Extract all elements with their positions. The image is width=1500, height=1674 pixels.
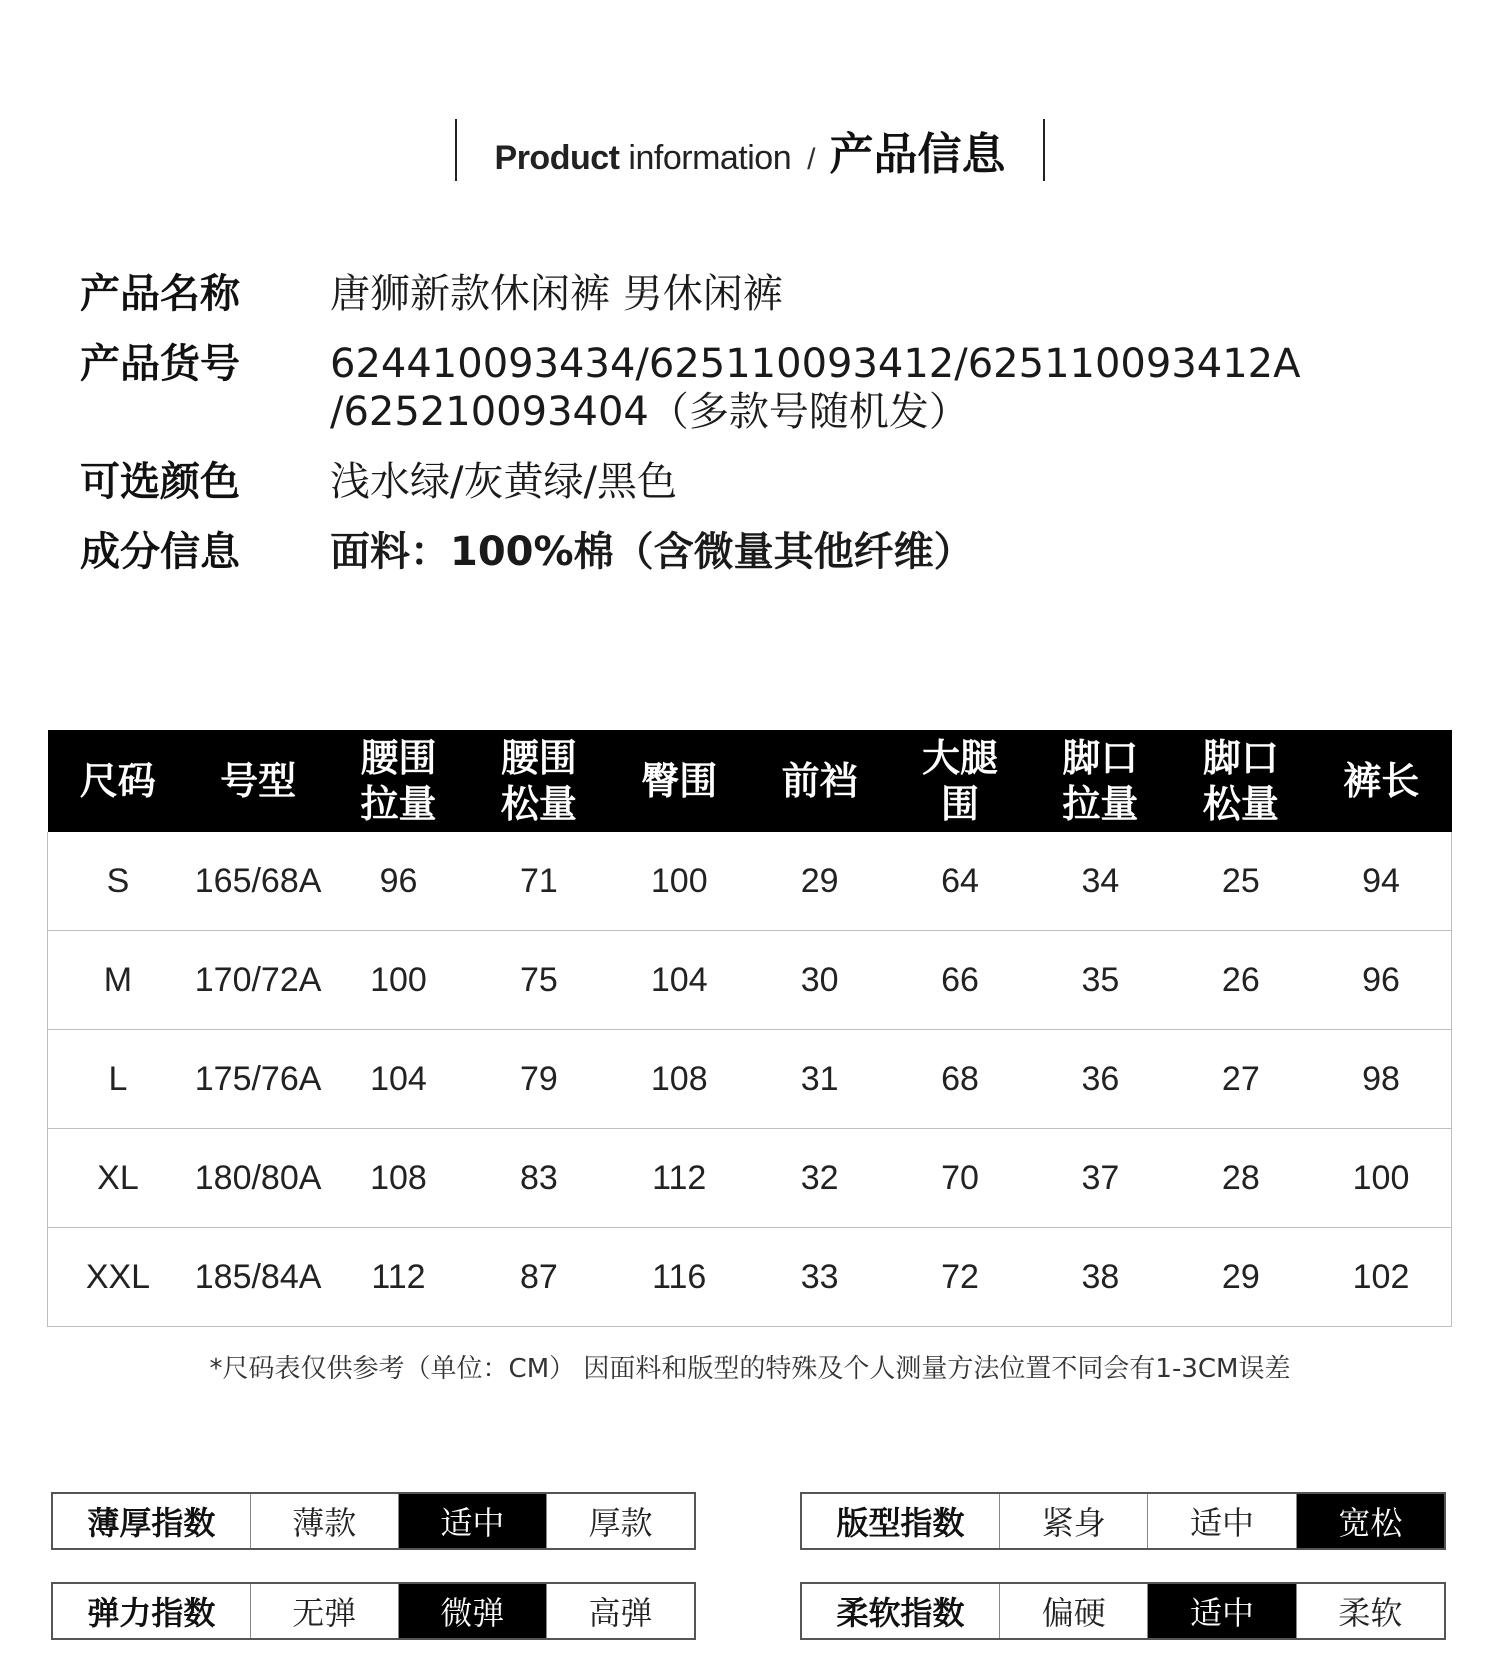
header-cell-line: 松量 [1202,782,1279,826]
size-table-cell: 34 [1030,832,1170,931]
index-option: 适中 [1147,1584,1295,1638]
size-table-cell: 108 [609,1030,749,1129]
header-cell-line: 尺码 [79,759,156,803]
info-label: 可选颜色 [80,459,240,505]
header-cell-line: 脚口 [1202,736,1279,780]
size-table-header-cell [1171,730,1311,832]
header-title-en-light: information [628,139,792,177]
size-table-cell: 87 [469,1228,609,1327]
size-table-cell: XXL [48,1228,188,1327]
size-table-cell: 165/68A [188,832,328,931]
size-table-header-cell [188,730,328,832]
index-option: 紧身 [999,1494,1147,1548]
size-table-cell: 102 [1311,1228,1451,1327]
size-table-cell: 98 [1311,1030,1451,1129]
size-table-row [48,1030,1452,1129]
size-table-cell: 26 [1171,931,1311,1030]
header-cell-line: 拉量 [1062,782,1139,826]
index-elasticity [51,1582,696,1640]
size-table-cell: 79 [469,1030,609,1129]
size-table-cell: 96 [328,832,468,931]
size-table-cell: 100 [1311,1129,1451,1228]
size-table-cell: 37 [1030,1129,1170,1228]
size-table-header-cell [328,730,468,832]
header-cell-line: 大腿 [922,736,999,780]
size-table-cell: 108 [328,1129,468,1228]
index-softness [800,1582,1446,1640]
size-table-cell: 29 [1171,1228,1311,1327]
info-label: 产品名称 [80,271,240,317]
size-table-cell: S [48,832,188,931]
header-right-bar [1043,119,1045,181]
size-table-cell: 100 [328,931,468,1030]
index-option: 柔软 [1296,1584,1444,1638]
size-table-cell: 35 [1030,931,1170,1030]
size-table-cell: 33 [749,1228,889,1327]
size-table-cell: 180/80A [188,1129,328,1228]
size-table-row [48,931,1452,1030]
size-table-cell: 104 [609,931,749,1030]
size-table [47,730,1452,1327]
size-table-body [48,832,1452,1327]
header-cell-line: 围 [941,782,980,826]
index-fit [800,1492,1446,1550]
info-value: 浅水绿/灰黄绿/黑色 [330,459,677,505]
index-label: 柔软指数 [836,1594,965,1632]
info-row-colors [80,458,1440,506]
size-table-cell: 100 [609,832,749,931]
size-table-cell: M [48,931,188,1030]
info-row-sku [80,340,1440,436]
size-table-row [48,1129,1452,1228]
header-cell-line: 前裆 [781,759,858,803]
size-table-cell: 68 [890,1030,1030,1129]
info-row-composition [80,528,1440,576]
header-cell-line: 号型 [220,759,297,803]
info-value: 面料：100%棉（含微量其他纤维） [330,529,974,575]
header-cell-line: 腰围 [360,736,437,780]
header-cell-line: 松量 [500,782,577,826]
size-table-row [48,832,1452,931]
size-table-cell: 36 [1030,1030,1170,1129]
size-table-cell: 31 [749,1030,889,1129]
size-table-cell: 30 [749,931,889,1030]
size-table-cell: 83 [469,1129,609,1228]
size-table-cell: 72 [890,1228,1030,1327]
size-table-cell: 25 [1171,832,1311,931]
size-table-cell: 29 [749,832,889,931]
index-label: 弹力指数 [87,1594,216,1632]
size-table-header-cell [609,730,749,832]
index-option: 薄款 [250,1494,398,1548]
header-title-cn: 产品信息 [829,129,1006,180]
size-table-cell: 38 [1030,1228,1170,1327]
header-cell-line: 脚口 [1062,736,1139,780]
product-info [80,270,1440,598]
size-table-cell: 27 [1171,1030,1311,1129]
size-table-cell: 70 [890,1129,1030,1228]
size-table-cell: 75 [469,931,609,1030]
index-label: 版型指数 [836,1504,965,1542]
header-cell-line: 腰围 [500,736,577,780]
size-table-cell: 32 [749,1129,889,1228]
index-option: 偏硬 [999,1584,1147,1638]
size-table-header-cell [749,730,889,832]
size-table-cell: 185/84A [188,1228,328,1327]
info-value: 唐狮新款休闲裤 男休闲裤 [330,271,783,317]
size-table-header-cell [48,730,188,832]
size-table-cell: 116 [609,1228,749,1327]
header-cell-line: 拉量 [360,782,437,826]
size-table-cell: 64 [890,832,1030,931]
info-label: 成分信息 [80,529,240,575]
size-table-cell: 104 [328,1030,468,1129]
index-option: 微弹 [398,1584,546,1638]
size-note: *尺码表仅供参考（单位：CM） 因面料和版型的特殊及个人测量方法位置不同会有1-3CM误差 [209,1354,1291,1384]
size-table-header-row [48,730,1452,832]
section-header [0,118,1500,182]
index-thickness [51,1492,696,1550]
size-table-cell: 94 [1311,832,1451,931]
header-title-en [495,139,792,178]
header-slash: / [807,143,816,176]
index-option: 适中 [398,1494,546,1548]
size-table-header-cell [469,730,609,832]
size-table-cell: L [48,1030,188,1129]
size-table-cell: 71 [469,832,609,931]
info-value-line2: /625210093404（多款号随机发） [330,389,969,435]
size-table-cell: 112 [328,1228,468,1327]
info-value-line1: 624410093434/625110093412/625110093412A [330,341,1301,387]
index-option: 适中 [1147,1494,1295,1548]
size-table-cell: 66 [890,931,1030,1030]
size-table-cell: 112 [609,1129,749,1228]
size-table-header-cell [890,730,1030,832]
index-option: 高弹 [546,1584,694,1638]
size-table-row [48,1228,1452,1327]
size-table-header-cell [1030,730,1170,832]
index-option: 无弹 [250,1584,398,1638]
info-row-name [80,270,1440,318]
size-table-cell: XL [48,1129,188,1228]
index-option: 厚款 [546,1494,694,1548]
size-table-header-cell [1311,730,1451,832]
info-value [330,340,1440,436]
size-table-cell: 28 [1171,1129,1311,1228]
index-option: 宽松 [1296,1494,1444,1548]
size-table-cell: 96 [1311,931,1451,1030]
info-label: 产品货号 [80,341,240,387]
header-cell-line: 臀围 [641,759,718,803]
index-label: 薄厚指数 [87,1504,216,1542]
size-table-cell: 175/76A [188,1030,328,1129]
header-cell-line: 裤长 [1343,759,1420,803]
header-title-en-bold: Product [494,139,620,177]
size-table-cell: 170/72A [188,931,328,1030]
